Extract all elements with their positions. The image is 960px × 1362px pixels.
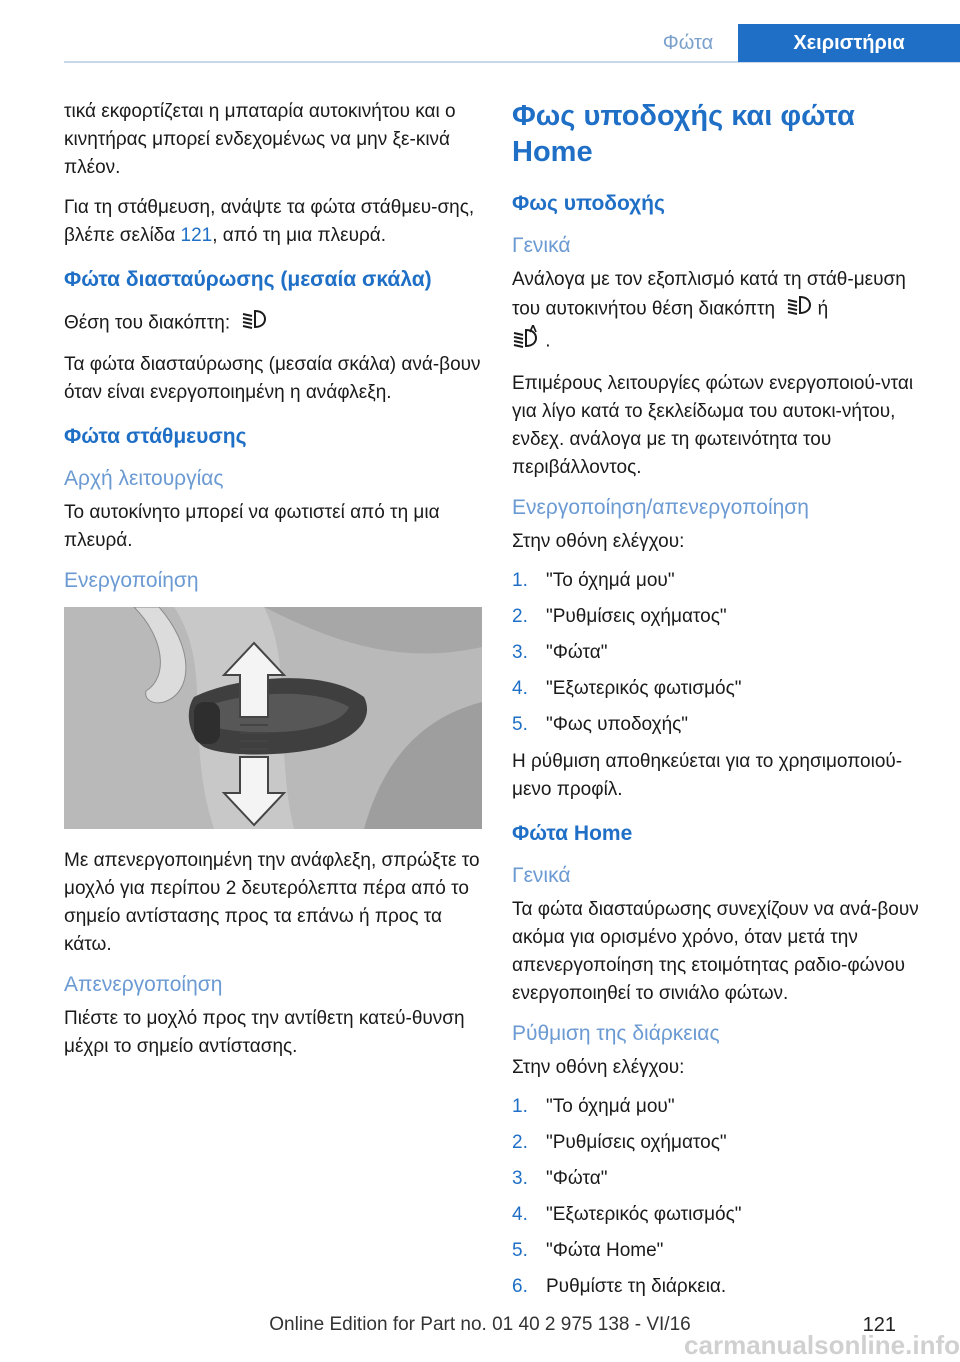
switch-position-line [64, 308, 482, 339]
activation-deactivation-heading: Ενεργοποίηση/απενεργοποίηση [512, 496, 809, 519]
parking-lights-heading: Φώτα στάθμευσης [64, 425, 247, 448]
principle-heading: Αρχή λειτουργίας [64, 467, 224, 490]
activation-heading: Ενεργοποίηση [64, 569, 199, 592]
step-number: 4. [512, 1204, 528, 1225]
step-number: 6. [512, 1276, 528, 1297]
list-item [512, 1238, 926, 1264]
left-column [64, 98, 482, 1073]
home-lights-heading: Φώτα Home [512, 822, 633, 845]
automatic-headlight-icon [512, 325, 540, 358]
step-text: "Το όχημά μου" [546, 570, 675, 591]
list-item [512, 712, 926, 738]
step-text: "Φώτα" [546, 642, 608, 663]
step-number: 1. [512, 570, 528, 591]
step-number: 1. [512, 1096, 528, 1117]
step-text: "Φώτα" [546, 1168, 608, 1189]
step-number: 3. [512, 642, 528, 663]
section-tab[interactable]: Φώτα [662, 32, 714, 54]
step-text: "Φως υποδοχής" [546, 714, 689, 735]
step-number: 3. [512, 1168, 528, 1189]
list-item [512, 676, 926, 702]
switch-position-text: Ανάλογα με τον εξοπλισμό κατά τη στάθ-μευση του αυτοκινήτου θέση διακόπτη [512, 269, 906, 320]
low-beam-icon [241, 308, 267, 339]
step-number: 4. [512, 678, 528, 699]
chapter-tab[interactable]: Χειριστήρια [738, 24, 960, 62]
deactivation-paragraph: Πιέστε το μοχλό προς την αντίθετη κατεύ-θυνση μέχρι το σημείο αντίστασης. [64, 1008, 465, 1057]
page-link[interactable]: 121 [180, 225, 213, 246]
general-heading-home: Γενικά [512, 864, 571, 887]
principle-paragraph: Το αυτοκίνητο μπορεί να φωτιστεί από τη μια πλευρά. [64, 502, 440, 551]
low-beam-icon [786, 294, 812, 325]
edition-footer: Online Edition for Part no. 01 40 2 975 138 - VI/16 [269, 1314, 691, 1335]
parking-reference-paragraph [64, 194, 482, 250]
sentence-end: . [545, 330, 551, 352]
list-item [512, 604, 926, 630]
welcome-home-lights-title: Φως υποδοχής και φώτα Home [512, 100, 855, 168]
intro-paragraph: τικά εκφορτίζεται η μπαταρία αυτοκινήτου και ο κινητήρας μπορεί ενδεχομένως να μην ξε-κινά πλέον. [64, 101, 456, 178]
step-text: "Ρυθμίσεις οχήματος" [546, 1132, 727, 1153]
switch-position-label: Θέση του διακόπτη: [64, 312, 231, 334]
right-column [512, 98, 926, 1310]
switch-position-paragraph [512, 266, 926, 358]
step-text: "Εξωτερικός φωτισμός" [546, 1204, 742, 1225]
step-number: 2. [512, 606, 528, 627]
profile-saved-paragraph: Η ρύθμιση αποθηκεύεται για το χρησιμοποιού-μενο προφίλ. [512, 751, 903, 800]
home-lights-steps [512, 1094, 926, 1300]
parking-reference-tail: , από τη μια πλευρά. [212, 225, 387, 246]
step-number: 5. [512, 714, 528, 735]
page-number: 121 [862, 1314, 896, 1336]
step-text: "Φώτα Home" [546, 1240, 664, 1261]
watermark: carmanualsonline.info [684, 1330, 960, 1360]
list-item [512, 640, 926, 666]
list-item [512, 568, 926, 594]
list-item [512, 1166, 926, 1192]
unlock-functions-paragraph: Επιμέρους λειτουργίες φώτων ενεργοποιού-νται για λίγο κατά το ξεκλείδωμα του αυτοκι-νήτου, ενδεχ. ανάλογα με τη φωτεινότητα του περιβάλλοντος. [512, 373, 914, 478]
duration-setting-heading: Ρύθμιση της διάρκειας [512, 1022, 720, 1045]
list-item [512, 1274, 926, 1300]
step-text: "Εξωτερικός φωτισμός" [546, 678, 742, 699]
crossing-lights-heading: Φώτα διασταύρωσης (μεσαία σκάλα) [64, 268, 432, 291]
crossing-lights-paragraph: Τα φώτα διασταύρωσης (μεσαία σκάλα) ανά-βουν όταν είναι ενεργοποιημένη η ανάφλεξη. [64, 354, 481, 403]
general-heading: Γενικά [512, 234, 571, 257]
welcome-light-heading: Φως υποδοχής [512, 192, 665, 215]
deactivation-heading: Απενεργοποίηση [64, 973, 223, 996]
control-display-intro-2: Στην οθόνη ελέγχου: [512, 1057, 685, 1078]
control-display-intro: Στην οθόνη ελέγχου: [512, 531, 685, 552]
parking-reference-text: Για τη στάθμευση, ανάψτε τα φώτα στάθμευ-σης, βλέπε σελίδα [64, 197, 475, 246]
step-text: "Το όχημά μου" [546, 1096, 675, 1117]
step-text: "Ρυθμίσεις οχήματος" [546, 606, 727, 627]
welcome-light-steps [512, 568, 926, 738]
list-item [512, 1094, 926, 1120]
home-lights-paragraph: Τα φώτα διασταύρωσης συνεχίζουν να ανά-βουν ακόμα για ορισμένο χρόνο, όταν μετά την απενεργοποίηση της ετοιμότητας ραδιο-φώνου ενεργοποιηθεί το σινιάλο φώτων. [512, 899, 919, 1004]
list-item [512, 1202, 926, 1228]
activation-paragraph: Με απενεργοποιημένη την ανάφλεξη, σπρώξτε το μοχλό για περίπου 2 δευτερόλεπτα πέρα από το σημείο αντίστασης προς τα επάνω ή προς τα κάτω. [64, 850, 480, 955]
list-item [512, 1130, 926, 1156]
step-number: 5. [512, 1240, 528, 1261]
turn-signal-lever-illustration [64, 607, 482, 829]
or-text: ή [817, 298, 829, 320]
step-text: Ρυθμίστε τη διάρκεια. [546, 1276, 727, 1297]
step-number: 2. [512, 1132, 528, 1153]
